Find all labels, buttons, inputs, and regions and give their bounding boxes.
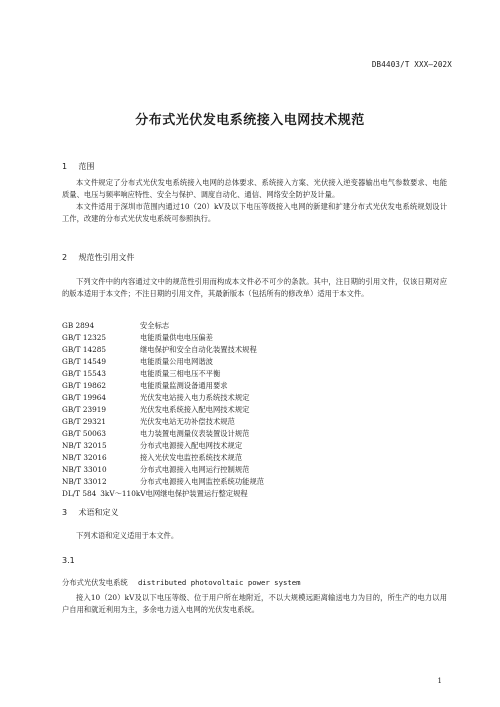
term-number: 3.1 xyxy=(62,556,75,565)
list-item xyxy=(62,344,264,356)
list-item xyxy=(62,356,264,368)
standard-code: GB/T 12325 xyxy=(62,333,107,342)
section-title: 术语和定义 xyxy=(78,508,119,517)
list-item xyxy=(62,320,264,332)
scope-paragraph-1: 本文件规定了分布式光伏发电系统接入电网的总体要求、系统接入方案、光伏接入逆变器输出电气参数要求、电能质量、电压与频率响应特性、安全与保护、调度自动化、通信、网络安全防护及计量。 xyxy=(62,178,447,199)
page-number: 1 xyxy=(437,677,442,685)
standard-code: NB/T 32016 xyxy=(62,453,107,462)
standard-code: GB/T 14549 xyxy=(62,357,107,366)
normative-paragraph: 下列文件中的内容通过文中的规范性引用而构成本文件必不可少的条款。其中，注日期的引用文件，仅该日期对应的版本适用于本文件；不注日期的引用文件，其最新版本（包括所有的修改单）适用于本文件。 xyxy=(62,277,447,298)
term-heading xyxy=(62,577,447,589)
standard-name: 继电保护和安全自动化装置技术规程 xyxy=(140,345,257,354)
standard-name: 分布式电源接入配电网技术规定 xyxy=(140,441,243,450)
section-number: 3 xyxy=(62,508,68,517)
list-item xyxy=(62,404,264,416)
document-code: DB4403/T XXX—202X xyxy=(371,60,452,69)
list-item xyxy=(62,392,264,404)
list-item xyxy=(62,488,264,500)
standard-name: 安全标志 xyxy=(140,321,170,330)
section-heading-terms xyxy=(62,507,119,518)
list-item xyxy=(62,476,264,488)
standard-code: NB/T 32015 xyxy=(62,441,107,450)
list-item xyxy=(62,368,264,380)
standard-name: 光伏发电站无功补偿技术规范 xyxy=(140,417,235,426)
standard-code: GB 2894 xyxy=(62,321,95,330)
standard-code: NB/T 33012 xyxy=(62,477,107,486)
standard-name: 3kV～110kV电网继电保护装置运行整定规程 xyxy=(100,489,248,498)
standard-code: GB/T 19862 xyxy=(62,381,107,390)
list-item xyxy=(62,452,264,464)
standard-code: GB/T 19964 xyxy=(62,393,107,402)
standard-name: 电能质量公用电网谐波 xyxy=(140,357,213,366)
standard-name: 电能质量监测设备通用要求 xyxy=(140,381,228,390)
standard-name: 电力装置电测量仪表装置设计规范 xyxy=(140,429,250,438)
standard-code: GB/T 29321 xyxy=(62,417,107,426)
standard-code: GB/T 15543 xyxy=(62,369,107,378)
list-item xyxy=(62,416,264,428)
section-title: 规范性引用文件 xyxy=(78,253,135,262)
term-definition: 接入10（20）kV及以下电压等级、位于用户所在地附近，不以大规模远距离输送电力为目的，所生产的电力以用户自用和就近利用为主，多余电力送入电网的光伏发电系统。 xyxy=(62,593,447,614)
term-name-zh: 分布式光伏发电系统 xyxy=(62,578,128,587)
section-number: 2 xyxy=(62,253,68,262)
standard-code: GB/T 50063 xyxy=(62,429,107,438)
term-name-en: distributed photovoltaic power system xyxy=(138,578,301,587)
standard-code: GB/T 14285 xyxy=(62,345,107,354)
standard-code: GB/T 23919 xyxy=(62,405,107,414)
section-heading-scope xyxy=(62,161,95,172)
list-item xyxy=(62,464,264,476)
standard-name: 光伏发电系统接入配电网技术规定 xyxy=(140,405,250,414)
section-number: 1 xyxy=(62,162,68,171)
reference-list xyxy=(62,320,264,500)
standard-name: 接入光伏发电监控系统技术规范 xyxy=(140,453,243,462)
list-item xyxy=(62,380,264,392)
standard-name: 分布式电源接入电网监控系统功能规范 xyxy=(140,477,265,486)
list-item xyxy=(62,428,264,440)
standard-name: 电能质量三相电压不平衡 xyxy=(140,369,221,378)
list-item xyxy=(62,332,264,344)
scope-paragraph-2: 本文件适用于深圳市范围内通过10（20）kV及以下电压等级接入电网的新建和扩建分布式光伏发电系统规划设计工作，改建的分布式光伏发电系统可参照执行。 xyxy=(62,202,447,223)
document-title: 分布式光伏发电系统接入电网技术规范 xyxy=(135,113,365,128)
standard-code: DL/T 584 xyxy=(62,489,97,498)
standard-name: 电能质量供电电压偏差 xyxy=(140,333,213,342)
standard-name: 光伏发电站接入电力系统技术规定 xyxy=(140,393,250,402)
standard-name: 分布式电源接入电网运行控制规范 xyxy=(140,465,250,474)
standard-code: NB/T 33010 xyxy=(62,465,107,474)
section-heading-normative xyxy=(62,252,135,263)
list-item xyxy=(62,440,264,452)
section-title: 范围 xyxy=(78,162,95,171)
terms-paragraph: 下列术语和定义适用于本文件。 xyxy=(76,531,179,540)
